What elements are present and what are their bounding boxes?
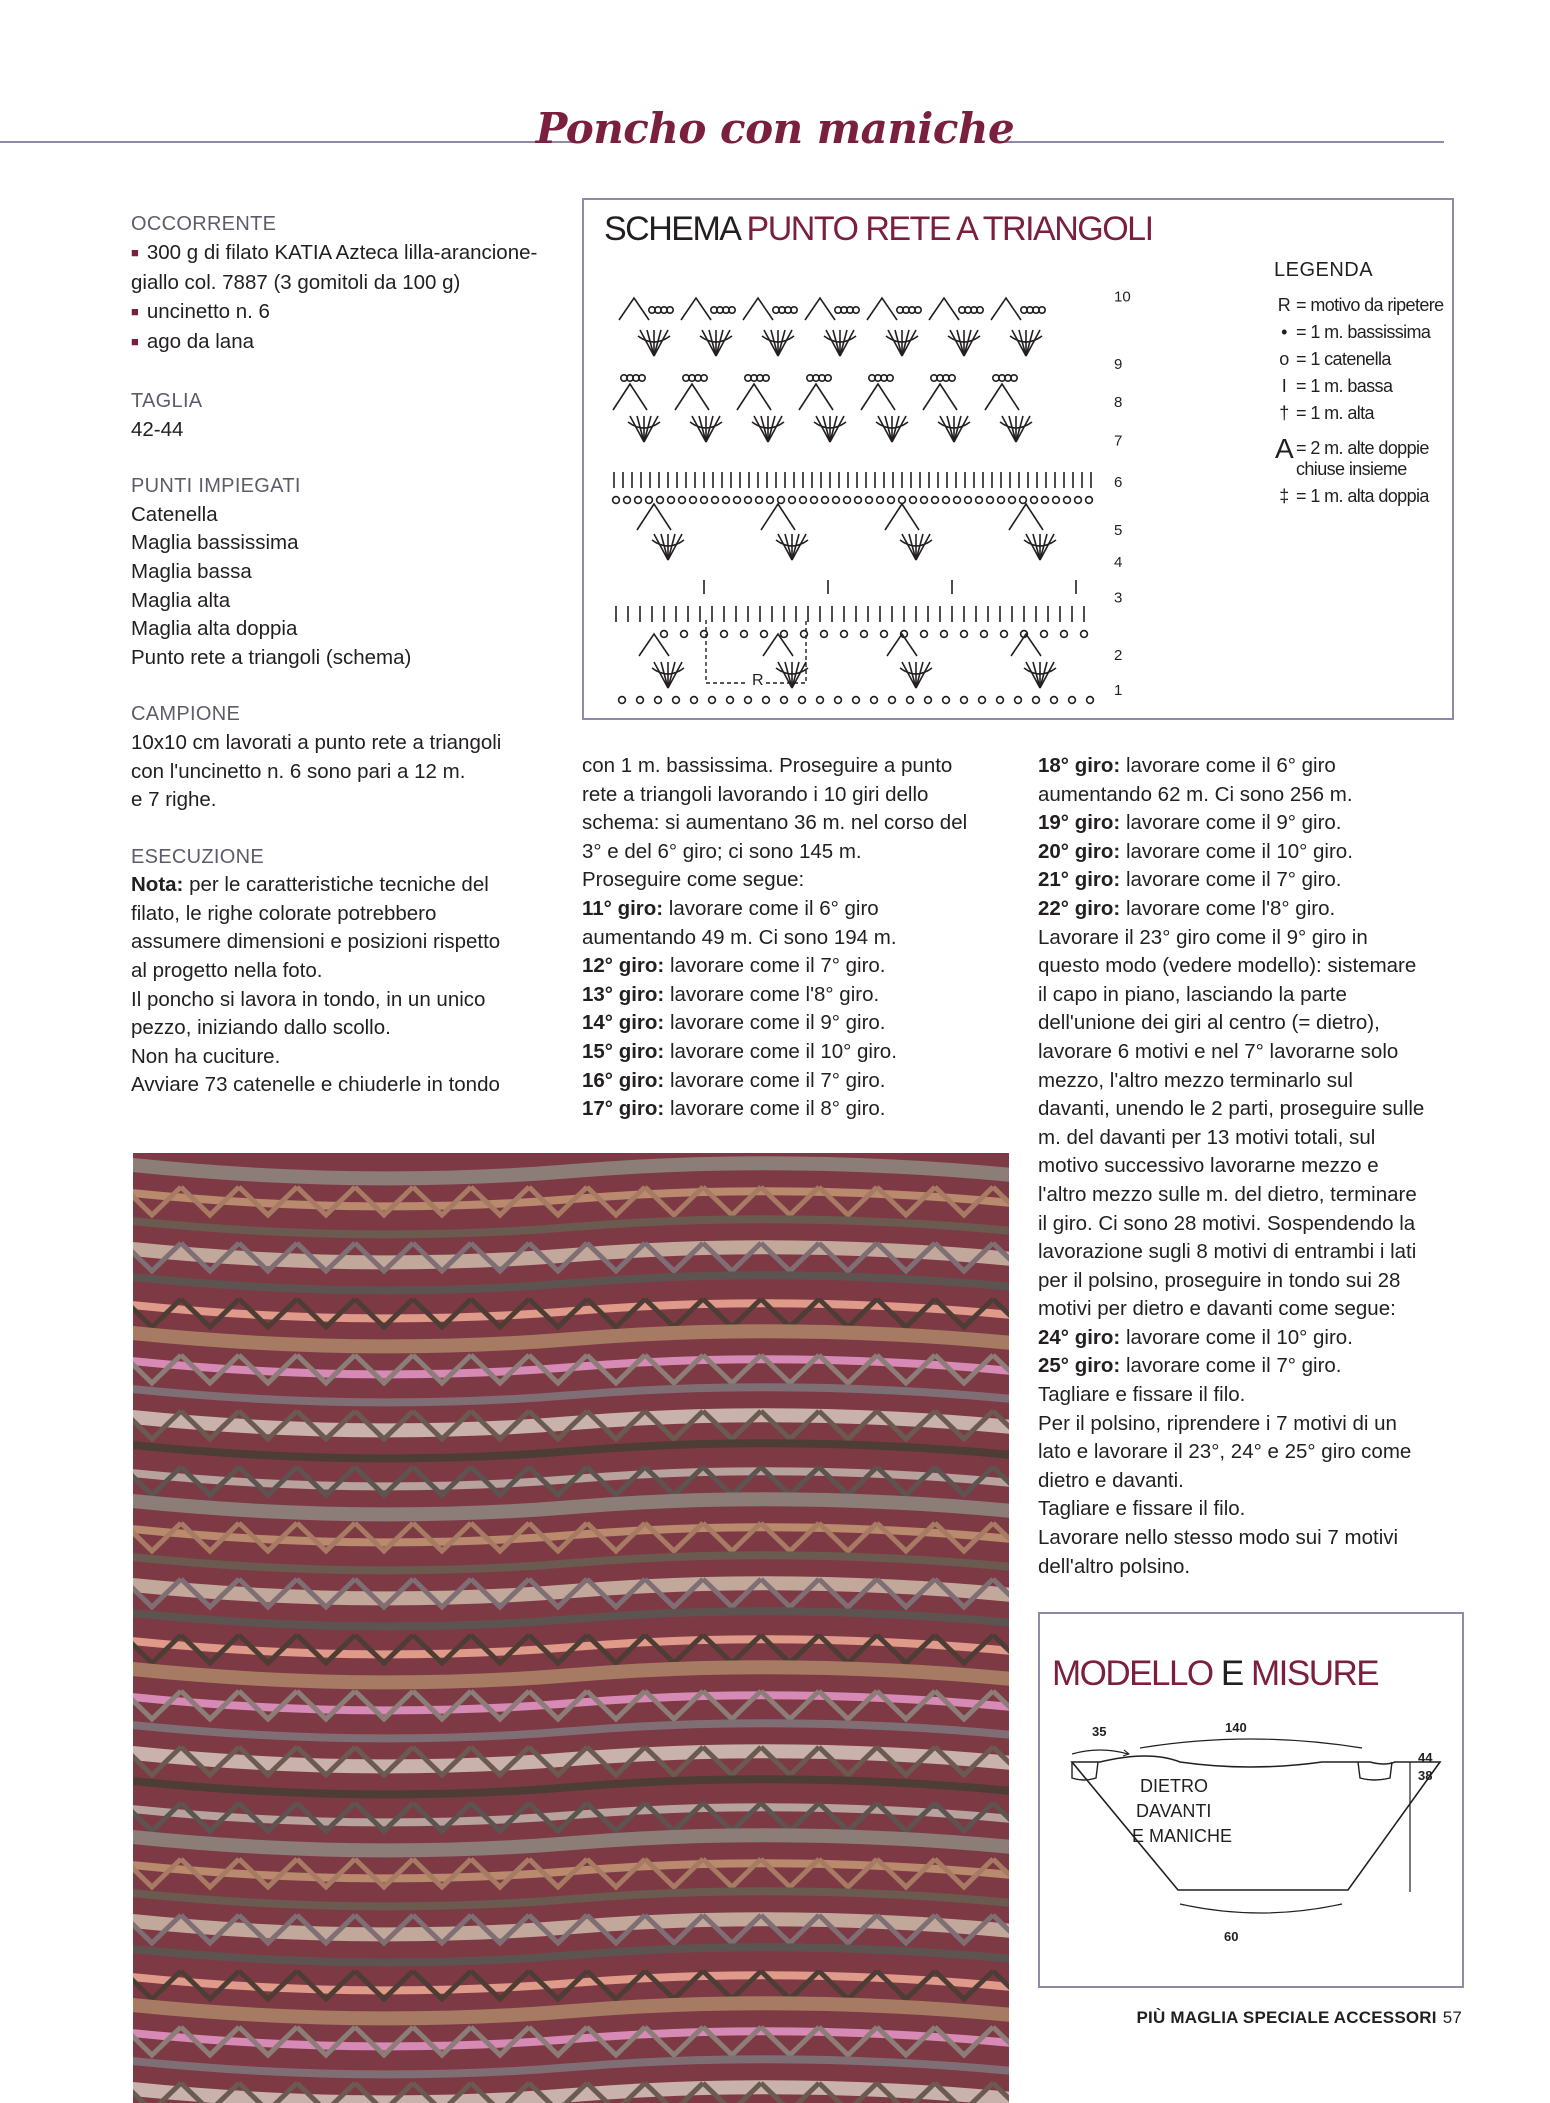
- punti-item: Maglia alta: [131, 588, 231, 612]
- right-line: [1038, 895, 1458, 924]
- round-text: lavorare come il 8° giro.: [664, 1097, 886, 1121]
- modello-title-a: MODELLO: [1052, 1654, 1213, 1693]
- taglia-value: 42-44: [131, 417, 184, 441]
- round-text: m. del davanti per 13 motivi totali, sul: [1038, 1125, 1376, 1149]
- middle-line: schema: si aumentano 36 m. nel corso del: [582, 811, 968, 835]
- round-text: lavorare come l'8° giro.: [664, 982, 880, 1006]
- occorrente-item: ■ 300 g di filato KATIA Azteca lilla-arancione-giallo col. 7887 (3 gomitoli da 100 g): [131, 239, 541, 298]
- measure-60: 60: [1224, 1929, 1239, 1944]
- middle-line: rete a triangoli lavorando i 10 giri dello: [582, 782, 929, 806]
- yarn-zigzag: [413, 1299, 471, 1327]
- campione-line: con l'uncinetto n. 6 sono pari a 12 m.: [131, 759, 466, 783]
- right-line: [1038, 838, 1458, 867]
- legend-row: [1274, 486, 1464, 507]
- row-number: 4: [1114, 554, 1123, 572]
- row-number: 7: [1114, 432, 1123, 450]
- right-line: [1038, 1124, 1458, 1153]
- punti-item: Maglia alta doppia: [131, 617, 298, 641]
- legend-heading: LEGENDA: [1274, 259, 1374, 281]
- right-line: [1038, 1038, 1458, 1067]
- yarn-zigzag: [413, 1803, 471, 1831]
- round-label: 11° giro:: [582, 896, 664, 920]
- row-number: 6: [1114, 474, 1123, 492]
- round-text: questo modo (vedere modello): sistemare: [1038, 954, 1417, 978]
- esecuzione-line: Avviare 73 catenelle e chiuderle in tondo: [131, 1073, 500, 1097]
- round-text: lato e lavorare il 23°, 24° e 25° giro come: [1038, 1440, 1412, 1464]
- round-text: il capo in piano, lasciando la parte: [1038, 982, 1347, 1006]
- round-text: lavorare come il 10° giro.: [1120, 1325, 1353, 1349]
- schema-legend: [1274, 260, 1464, 513]
- round-text: lavorare 6 motivi e nel 7° lavorarne solo: [1038, 1039, 1399, 1063]
- right-line: [1038, 1238, 1458, 1267]
- yarn-zigzag: [355, 1187, 413, 1215]
- occorrente-item: ■ uncinetto n. 6: [131, 298, 541, 329]
- legend-text: = motivo da ripetere: [1296, 295, 1444, 315]
- round-text: per il polsino, proseguire in tondo sui 28: [1038, 1268, 1401, 1292]
- round-text: lavorare come il 7° giro.: [664, 1068, 886, 1092]
- page-title: Poncho con maniche: [535, 104, 1015, 153]
- note-text: per le caratteristiche tecniche del: [183, 873, 489, 897]
- legend-symbol: I: [1281, 376, 1287, 396]
- legend-text: = 1 catenella: [1296, 349, 1391, 369]
- middle-line: con 1 m. bassissima. Proseguire a punto: [582, 754, 953, 777]
- right-line: [1038, 1438, 1458, 1467]
- esecuzione-line: al progetto nella foto.: [131, 959, 323, 983]
- legend-symbol: o: [1279, 349, 1289, 369]
- page-number: 57: [1442, 2008, 1462, 2027]
- right-line: [1038, 866, 1458, 895]
- yarn-row: [133, 1555, 1009, 1570]
- round-line: [582, 952, 1002, 981]
- legend-row: [1274, 403, 1464, 424]
- yarn-zigzag: [413, 1691, 471, 1719]
- yarn-zigzag: [413, 1355, 471, 1383]
- round-label: 21° giro:: [1038, 868, 1121, 892]
- right-line: [1038, 981, 1458, 1010]
- left-column: [131, 210, 541, 1100]
- campione-section: [131, 700, 541, 814]
- round-line: [582, 1067, 1002, 1096]
- round-label: 25° giro:: [1038, 1354, 1121, 1378]
- yarn-row: [133, 1835, 1009, 1850]
- yarn-zigzag: [413, 1635, 471, 1663]
- yarn-zigzag: [413, 1467, 471, 1495]
- punti-item: Punto rete a triangoli (schema): [131, 645, 412, 669]
- repeat-label: R: [752, 672, 764, 689]
- round-line: [582, 981, 1002, 1010]
- punti-item: Catenella: [131, 502, 218, 526]
- yarn-zigzag: [355, 1299, 413, 1327]
- esecuzione-line: [131, 871, 541, 900]
- punti-item: Maglia bassissima: [131, 531, 299, 555]
- right-line: [1038, 1324, 1458, 1353]
- round-label: 20° giro:: [1038, 839, 1121, 863]
- round-text: lavorare come il 6° giro: [663, 896, 879, 920]
- yarn-row: [133, 1611, 1009, 1626]
- yarn-row: [133, 2059, 1009, 2074]
- row-number: 1: [1114, 682, 1123, 700]
- round-text: dietro e davanti.: [1038, 1468, 1184, 1492]
- right-line: [1038, 1152, 1458, 1181]
- schema-title: [604, 210, 1153, 249]
- footer-magazine: PIÙ MAGLIA SPECIALE ACCESSORI: [1136, 2008, 1437, 2027]
- yarn-zigzag: [355, 1971, 413, 1999]
- right-line: [1038, 752, 1458, 781]
- round-line: [582, 1038, 1002, 1067]
- right-line: [1038, 1553, 1458, 1582]
- round-label: 14° giro:: [582, 1011, 665, 1035]
- round-label: 13° giro:: [582, 982, 665, 1006]
- round-text: lavorare come l'8° giro.: [1120, 896, 1336, 920]
- round-text: lavorare come il 6° giro: [1120, 754, 1336, 777]
- right-line: [1038, 1352, 1458, 1381]
- arrow-140: [1140, 1739, 1362, 1748]
- measure-38: 38: [1418, 1768, 1433, 1783]
- yarn-zigzag: [355, 2027, 413, 2055]
- round-line: [582, 895, 1002, 924]
- yarn-row: [133, 1723, 1009, 1738]
- esecuzione-line: pezzo, iniziando dallo scollo.: [131, 1016, 391, 1040]
- right-line: [1038, 1095, 1458, 1124]
- row-number: 5: [1114, 522, 1123, 540]
- right-line: [1038, 1210, 1458, 1239]
- yarn-row: [133, 1779, 1009, 1794]
- esecuzione-line: filato, le righe colorate potrebbero: [131, 901, 437, 925]
- yarn-zigzag: [413, 1971, 471, 1999]
- yarn-row: [133, 1499, 1009, 1514]
- schema-title-a: SCHEMA: [604, 210, 739, 248]
- modello-title-b: E: [1220, 1654, 1243, 1693]
- yarn-zigzag: [355, 1691, 413, 1719]
- round-text: l'altro mezzo sulle m. del dietro, terminare: [1038, 1182, 1417, 1206]
- round-text: mezzo, l'altro mezzo terminarlo sul: [1038, 1068, 1353, 1092]
- middle-line: Proseguire come segue:: [582, 868, 805, 892]
- round-text: Tagliare e fissare il filo.: [1038, 1383, 1246, 1407]
- round-label: 24° giro:: [1038, 1325, 1121, 1349]
- yarn-zigzag: [413, 1187, 471, 1215]
- round-text: lavorare come il 9° giro.: [664, 1011, 886, 1035]
- round-text: dell'unione dei giri al centro (= dietro),: [1038, 1011, 1380, 1035]
- occorrente-section: [131, 210, 541, 359]
- legend-symbol: R: [1277, 295, 1291, 315]
- yarn-row: [133, 1387, 1009, 1402]
- round-text: Lavorare nello stesso modo sui 7 motivi: [1038, 1526, 1399, 1550]
- round-line: [582, 1009, 1002, 1038]
- esecuzione-section: [131, 843, 541, 1100]
- yarn-zigzag: [355, 1859, 413, 1887]
- round-label: 17° giro:: [582, 1097, 665, 1121]
- legend-symbol: †: [1279, 403, 1289, 423]
- yarn-row: [133, 1163, 1009, 1178]
- round-text: Lavorare il 23° giro come il 9° giro in: [1038, 925, 1368, 949]
- poncho-outline: [1072, 1756, 1440, 1890]
- round-text: Per il polsino, riprendere i 7 motivi di un: [1038, 1411, 1397, 1435]
- legend-symbol: ‡: [1279, 486, 1289, 506]
- round-text: davanti, unendo le 2 parti, proseguire sulle: [1038, 1097, 1425, 1121]
- punti-heading: PUNTI IMPIEGATI: [131, 475, 301, 498]
- round-text: aumentando 49 m. Ci sono 194 m.: [582, 925, 897, 949]
- page-footer: [1137, 2008, 1463, 2028]
- modello-title-c: MISURE: [1250, 1654, 1379, 1693]
- legend-row: [1274, 322, 1464, 343]
- round-label: 15° giro:: [582, 1039, 665, 1063]
- right-column: [1038, 752, 1458, 1581]
- yarn-row: [133, 1947, 1009, 1962]
- yarn-zigzag: [413, 1523, 471, 1551]
- yarn-row: [133, 1443, 1009, 1458]
- round-text: motivo successivo lavorarne mezzo e: [1038, 1154, 1379, 1178]
- legend-text: = 2 m. alte doppie chiuse insieme: [1296, 438, 1429, 479]
- right-line: [1038, 1524, 1458, 1553]
- legend-text: = 1 m. bassa: [1296, 376, 1393, 396]
- round-label: 19° giro:: [1038, 811, 1121, 835]
- arrow-60: [1180, 1904, 1342, 1913]
- esecuzione-heading: ESECUZIONE: [131, 845, 265, 868]
- legend-text: = 1 m. alta doppia: [1296, 486, 1429, 506]
- yarn-row: [133, 1275, 1009, 1290]
- round-label: 22° giro:: [1038, 896, 1121, 920]
- row-number: 2: [1114, 647, 1123, 664]
- modello-label: DAVANTI: [1136, 1801, 1212, 1821]
- modello-title: [1052, 1654, 1378, 1694]
- yarn-zigzag: [413, 2027, 471, 2055]
- esecuzione-line: Il poncho si lavora in tondo, in un unico: [131, 987, 486, 1011]
- taglia-section: [131, 387, 541, 444]
- round-text: aumentando 62 m. Ci sono 256 m.: [1038, 782, 1353, 806]
- right-line: [1038, 1295, 1458, 1324]
- note-label: Nota:: [131, 873, 184, 897]
- campione-heading: CAMPIONE: [131, 703, 241, 726]
- legend-row: [1274, 349, 1464, 370]
- punti-item: Maglia bassa: [131, 559, 252, 583]
- row-number: 8: [1114, 394, 1123, 412]
- arrow-35: [1072, 1750, 1128, 1754]
- measure-35: 35: [1092, 1724, 1107, 1739]
- legend-row: [1274, 376, 1464, 397]
- legend-text: = 1 m. bassissima: [1296, 322, 1431, 342]
- yarn-zigzag: [413, 1859, 471, 1887]
- row-number: 10: [1114, 288, 1131, 306]
- esecuzione-line: Non ha cuciture.: [131, 1044, 281, 1068]
- legend-row: [1274, 433, 1464, 480]
- right-line: [1038, 1381, 1458, 1410]
- middle-column: [582, 752, 1002, 1124]
- round-text: dell'altro polsino.: [1038, 1554, 1191, 1578]
- round-text: lavorare come il 10° giro.: [1120, 839, 1353, 863]
- occorrente-item: ■ ago da lana: [131, 328, 541, 359]
- round-text: lavorare come il 10° giro.: [664, 1039, 897, 1063]
- right-line: [1038, 1267, 1458, 1296]
- right-line: [1038, 809, 1458, 838]
- legend-row: [1274, 295, 1464, 316]
- round-line: [582, 924, 1002, 953]
- measure-44: 44: [1418, 1750, 1433, 1765]
- yarn-zigzag: [355, 1635, 413, 1663]
- modello-label: DIETRO: [1140, 1776, 1209, 1796]
- round-label: 18° giro:: [1038, 754, 1121, 777]
- modello-label: E MANICHE: [1132, 1826, 1233, 1846]
- right-line: [1038, 1495, 1458, 1524]
- yarn-zigzag: [355, 1355, 413, 1383]
- yarn-zigzag: [355, 1803, 413, 1831]
- crochet-chart: [594, 260, 1194, 710]
- row-number: 9: [1114, 355, 1123, 373]
- right-line: [1038, 1009, 1458, 1038]
- row-number: 3: [1114, 589, 1123, 607]
- poncho-photo: [133, 1153, 1009, 2103]
- round-text: lavorare come il 7° giro.: [1120, 868, 1342, 892]
- occorrente-heading: OCCORRENTE: [131, 213, 277, 235]
- round-text: lavorare come il 7° giro.: [664, 954, 886, 978]
- right-line: [1038, 1181, 1458, 1210]
- yarn-zigzag: [355, 1467, 413, 1495]
- right-line: [1038, 1067, 1458, 1096]
- right-line: [1038, 952, 1458, 981]
- taglia-heading: TAGLIA: [131, 389, 203, 412]
- esecuzione-line: assumere dimensioni e posizioni rispetto: [131, 930, 501, 954]
- round-text: Tagliare e fissare il filo.: [1038, 1497, 1246, 1521]
- campione-line: 10x10 cm lavorati a punto rete a triangoli: [131, 730, 502, 754]
- schema-box: [582, 198, 1454, 720]
- legend-symbol: A: [1274, 433, 1294, 464]
- round-line: [582, 1095, 1002, 1124]
- legend-symbol: •: [1281, 322, 1287, 342]
- poncho-photo-texture: [133, 1153, 1009, 2103]
- yarn-row: [133, 1667, 1009, 1682]
- right-line: [1038, 924, 1458, 953]
- right-line: [1038, 1467, 1458, 1496]
- round-text: il giro. Ci sono 28 motivi. Sospendendo la: [1038, 1211, 1416, 1235]
- yarn-row: [133, 1891, 1009, 1906]
- measure-140: 140: [1225, 1720, 1247, 1735]
- round-label: 12° giro:: [582, 954, 665, 978]
- punti-section: [131, 472, 541, 672]
- round-label: 16° giro:: [582, 1068, 665, 1092]
- round-text: lavorare come il 7° giro.: [1120, 1354, 1342, 1378]
- legend-text: = 1 m. alta: [1296, 403, 1374, 423]
- round-text: lavorazione sugli 8 motivi di entrambi i lati: [1038, 1240, 1417, 1264]
- round-text: lavorare come il 9° giro.: [1120, 811, 1342, 835]
- modello-box: [1038, 1612, 1464, 1988]
- yarn-row: [133, 1331, 1009, 1346]
- campione-line: e 7 righe.: [131, 788, 217, 812]
- right-line: [1038, 1410, 1458, 1439]
- round-text: motivi per dietro e davanti come segue:: [1038, 1297, 1396, 1321]
- right-line: [1038, 781, 1458, 810]
- yarn-zigzag: [355, 1523, 413, 1551]
- yarn-row: [133, 1219, 1009, 1234]
- modello-diagram: [1040, 1704, 1462, 1984]
- yarn-row: [133, 2003, 1009, 2018]
- middle-line: 3° e del 6° giro; ci sono 145 m.: [582, 839, 862, 863]
- schema-title-b: PUNTO RETE A TRIANGOLI: [746, 210, 1153, 248]
